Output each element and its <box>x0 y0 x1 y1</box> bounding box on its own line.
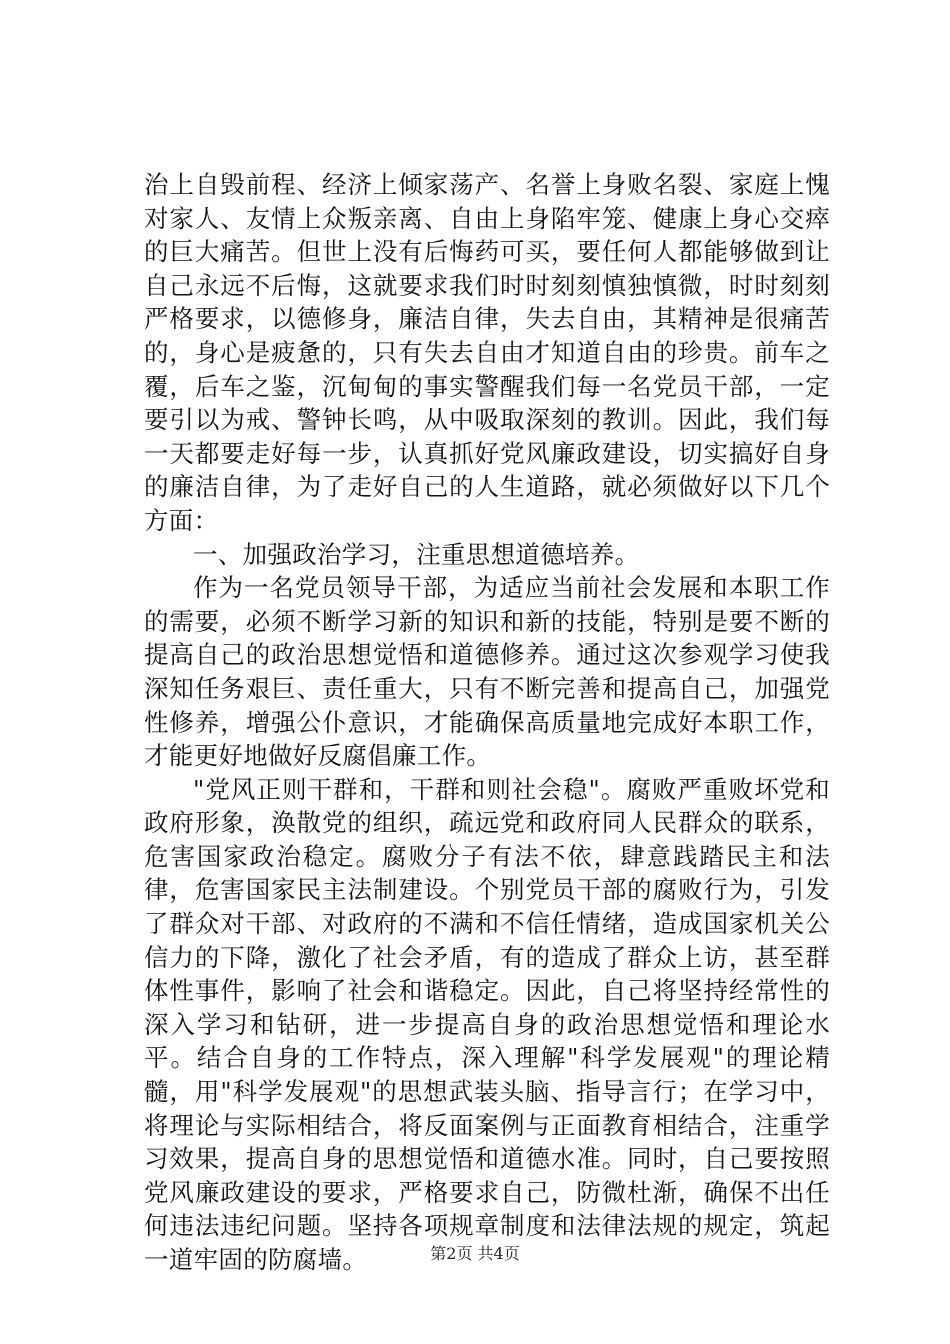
paragraph-3: "党风正则干群和，干群和则社会稳"。腐败严重败坏党和政府形象，涣散党的组织，疏远党和政府同人民群众的联系，危害国家政治稳定。腐败分子有法不依，肆意践踏民主和法律，危害国家民主法制建设。个别党员干部的腐败行为，引发了群众对干部、对政府的不满和不信任情绪，造成国家机关公信力的下降，激化了社会矛盾，有的造成了群众上访，甚至群体性事件，影响了社会和谐稳定。因此，自己将坚持经常性的深入学习和钻研，进一步提高自身的政治思想觉悟和理论水平。结合自身的工作特点，深入理解"科学发展观"的理论精髓，用"科学发展观"的思想武装头脑、指导言行；在学习中，将理论与实际相结合，将反面案例与正面教育相结合，注重学习效果，提高自身的思想觉悟和道德水准。同时，自己要按照党风廉政建设的要求，严格要求自己，防微杜渐，确保不出任何违法违纪问题。坚持各项规章制度和法律法规的规定，筑起一道牢固的防腐墙。 <box>144 774 830 1274</box>
paragraph-2: 作为一名党员领导干部，为适应当前社会发展和本职工作的需要，必须不断学习新的知识和新的技能，特别是要不断的提高自己的政治思想觉悟和道德修养。通过这次参观学习使我深知任务艰巨、责任重大，只有不断完善和提高自己，加强党性修养，增强公仆意识，才能确保高质量地完成好本职工作，才能更好地做好反腐倡廉工作。 <box>144 573 830 771</box>
page-number-footer: 第2页 共4页 <box>430 1244 520 1263</box>
paragraph-1: 治上自毁前程、经济上倾家荡产、名誉上身败名裂、家庭上愧对家人、友情上众叛亲离、自由上身陷牢笼、健康上身心交瘁的巨大痛苦。但世上没有后悔药可买，要任何人都能够做到让自己永远不后悔，这就要求我们时时刻刻慎独慎微，时时刻刻严格要求，以德修身，廉洁自律，失去自由，其精神是很痛苦的，身心是疲惫的，只有失去自由才知道自由的珍贵。前车之覆，后车之鉴，沉甸甸的事实警醒我们每一名党员干部，一定要引以为戒、警钟长鸣，从中吸取深刻的教训。因此，我们每一天都要走好每一步，认真抓好党风廉政建设，切实搞好自身的廉洁自律，为了走好自己的人生道路，就必须做好以下几个方面： <box>144 170 830 535</box>
section-heading: 一、加强政治学习，注重思想道德培养。 <box>193 539 640 569</box>
document-body <box>144 168 830 1277</box>
